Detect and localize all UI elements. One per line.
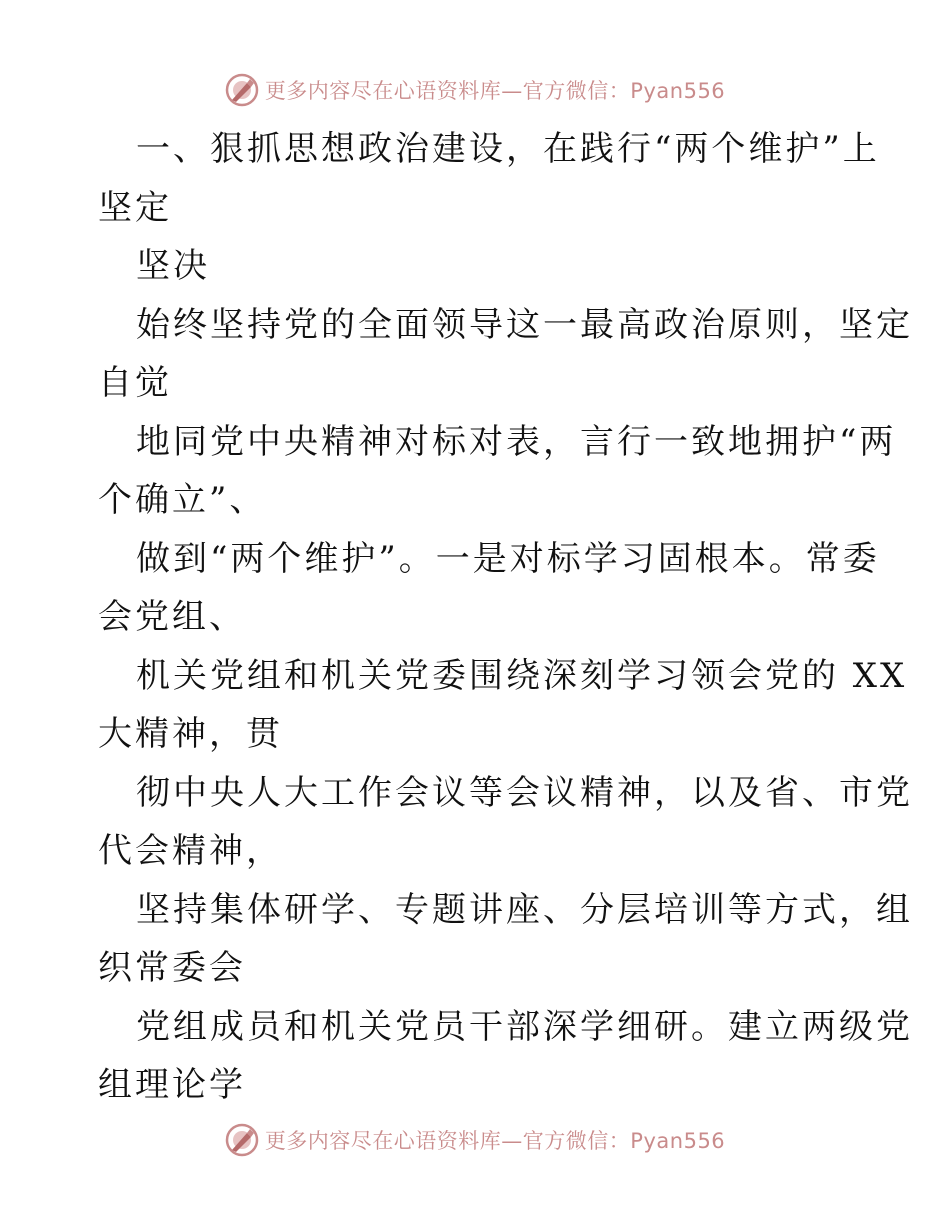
text-line: 地同党中央精神对标对表，言行一致地拥护“两: [136, 421, 897, 462]
watermark-text: 更多内容尽在心语资料库—官方微信：Pyan556: [264, 1129, 726, 1153]
text-line: 做到“两个维护”。一是对标学习固根本。常委: [136, 538, 880, 579]
text-line: 织常委会: [98, 948, 246, 988]
watermark-header: [0, 70, 950, 110]
text-line: 组理论学: [98, 1065, 246, 1105]
watermark-footer: [0, 1120, 950, 1160]
text-line: 坚持集体研学、专题讲座、分层培训等方式，组: [136, 889, 913, 930]
watermark-text: 更多内容尽在心语资料库—官方微信：Pyan556: [264, 79, 726, 103]
text-line: 个确立”、: [98, 480, 267, 520]
text-line: 党组成员和机关党员干部深学细研。建立两级党: [136, 1006, 913, 1047]
text-line: 一、狠抓思想政治建设，在践行“两个维护”上: [136, 129, 880, 169]
text-line: 机关党组和机关党委围绕深刻学习领会党的 XX: [136, 655, 908, 696]
text-line: 彻中央人大工作会议等会议精神，以及省、市党: [136, 772, 913, 813]
text-line: 坚定: [98, 187, 172, 228]
text-line: 代会精神，: [98, 831, 283, 871]
text-line: 始终坚持党的全面领导这一最高政治原则，坚定: [136, 304, 913, 345]
text-line: 大精神，贯: [98, 714, 283, 754]
text-line: 会党组、: [98, 597, 246, 637]
document-body: [98, 120, 913, 1115]
text-line: 自觉: [98, 363, 172, 403]
pen-logo-icon: [225, 73, 259, 107]
text-line: 坚决: [136, 246, 210, 286]
pen-logo-icon: [225, 1123, 259, 1157]
